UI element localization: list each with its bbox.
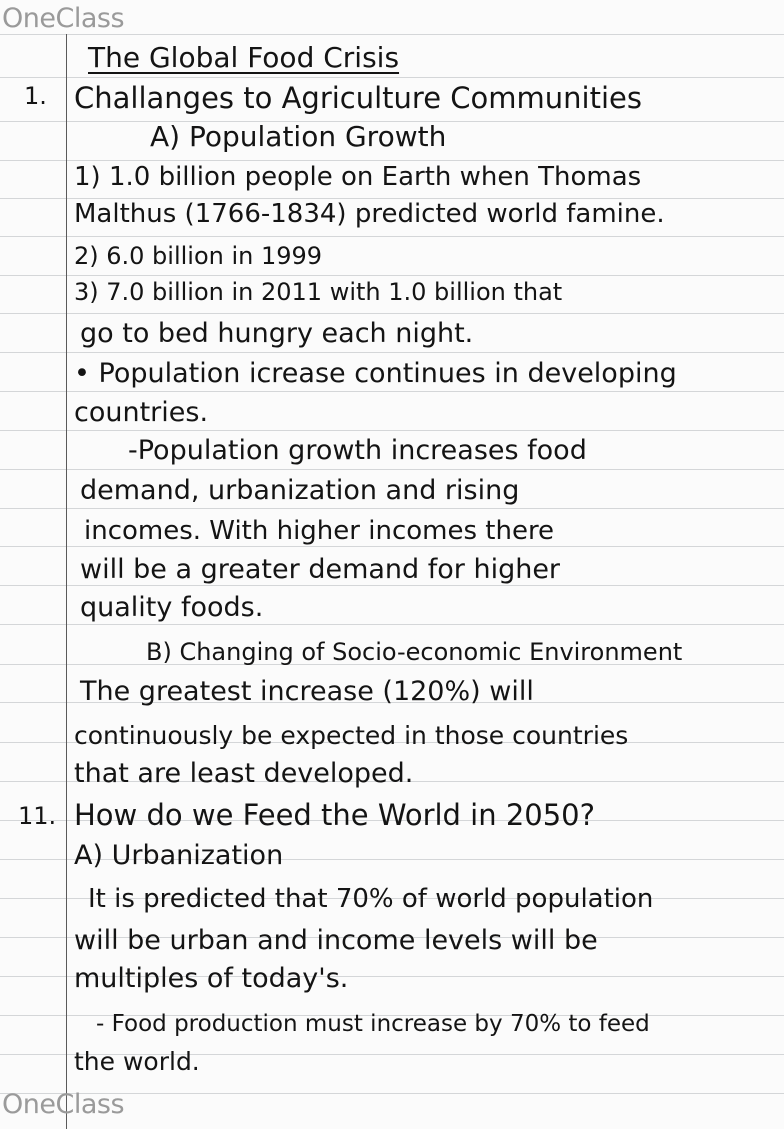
note-line: The greatest increase (120%) will	[80, 676, 534, 707]
note-line: the world.	[74, 1047, 200, 1076]
note-line: multiples of today's.	[74, 963, 349, 994]
note-line: will be a greater demand for higher	[80, 554, 561, 585]
rule-line	[0, 77, 784, 78]
section-numeral: 1.	[24, 82, 47, 110]
section-heading: How do we Feed the World in 2050?	[74, 798, 596, 832]
note-line: • Population icrease continues in developing	[74, 358, 677, 389]
note-line: will be urban and income levels will be	[74, 925, 598, 956]
rule-line	[0, 236, 784, 237]
note-line: quality foods.	[80, 592, 264, 623]
rule-line	[0, 508, 784, 509]
note-line: Malthus (1766-1834) predicted world famine.	[74, 199, 665, 229]
oneclass-logo: OneClass	[2, 3, 125, 34]
rule-line	[0, 391, 784, 392]
note-line: - Food production must increase by 70% to feed	[96, 1011, 650, 1037]
oneclass-logo: OneClass	[2, 1089, 125, 1120]
page-title: The Global Food Crisis	[88, 41, 400, 74]
section-numeral: 11.	[18, 802, 57, 830]
note-line: It is predicted that 70% of world population	[88, 884, 654, 914]
note-line: continuously be expected in those countries	[74, 721, 629, 750]
rule-line	[0, 469, 784, 470]
note-line: 2) 6.0 billion in 1999	[74, 242, 323, 270]
note-line: countries.	[74, 397, 209, 428]
rule-line	[0, 34, 784, 35]
subsection-heading: A) Urbanization	[74, 840, 284, 871]
subsection-heading: A) Population Growth	[150, 120, 447, 153]
note-line: -Population growth increases food	[128, 435, 587, 466]
note-line: incomes. With higher incomes there	[84, 516, 555, 546]
note-line: 3) 7.0 billion in 2011 with 1.0 billion that	[74, 278, 563, 306]
rule-line	[0, 430, 784, 431]
rule-line	[0, 624, 784, 625]
note-line: that are least developed.	[74, 758, 414, 789]
section-heading: Challanges to Agriculture Communities	[74, 81, 642, 115]
subsection-heading: B) Changing of Socio-economic Environment	[146, 638, 683, 666]
margin-line	[66, 34, 67, 1129]
note-line: demand, urbanization and rising	[80, 475, 520, 506]
rule-line	[0, 313, 784, 314]
note-line: go to bed hungry each night.	[80, 318, 474, 349]
rule-line	[0, 352, 784, 353]
note-line: 1) 1.0 billion people on Earth when Thomas	[74, 162, 642, 192]
